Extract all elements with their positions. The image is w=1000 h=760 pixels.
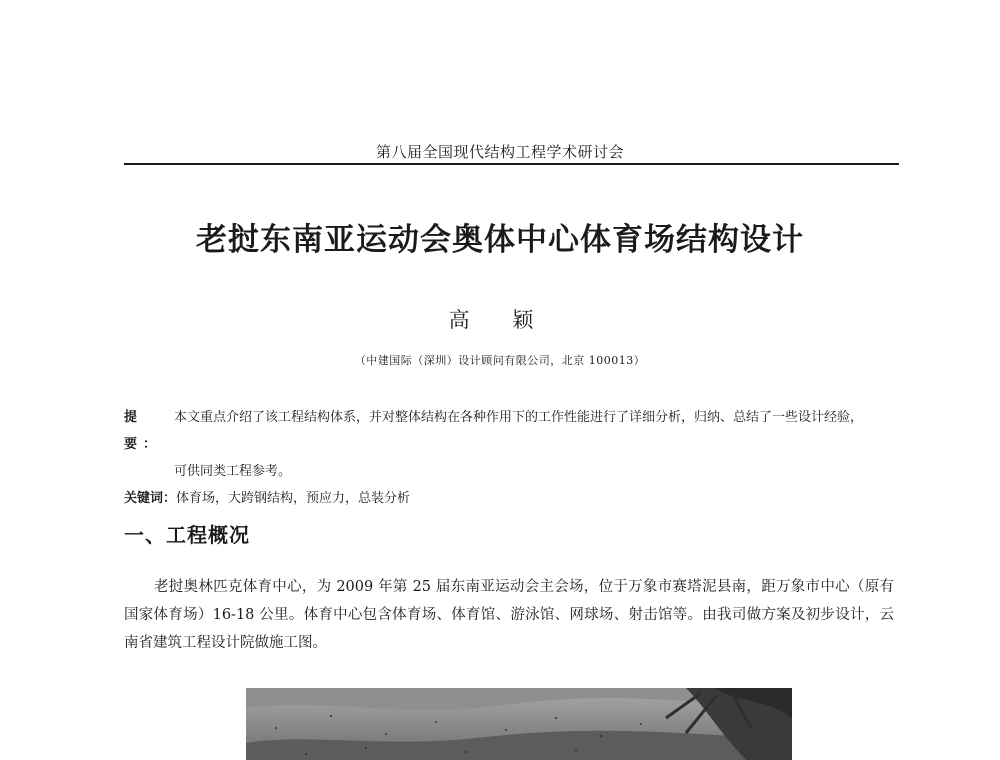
abstract-text-line-2: 可供同类工程参考。 [174,464,292,479]
stadium-photo [246,688,792,760]
keywords-label: 关键词： [124,491,177,506]
abstract-indent [124,458,174,485]
stadium-photo-graphic [246,688,792,760]
abstract-row-continued [124,458,899,485]
section-heading-overview: 一、工程概况 [124,523,250,547]
header-divider [124,163,899,165]
paper-title: 老挝东南亚运动会奥体中心体育场结构设计 [196,222,804,258]
keywords-text: 体育场，大跨钢结构，预应力，总装分析 [176,491,411,506]
abstract-label: 提 要： [124,410,163,452]
author-name: 高 颖 [448,308,552,332]
abstract-row [124,404,899,458]
overview-paragraph: 老挝奥林匹克体育中心，为 2009 年第 25 届东南亚运动会主会场，位于万象市赛塔泥县南，距万象市中心（原有国家体育场）16-18 公里。体育中心包含体育场、体育馆、游泳馆、网球场、射击馆等。由我司做方案及初步设计，云南省建筑工程设计院做施工图。 [124,579,894,651]
abstract-text-line-1: 本文重点介绍了该工程结构体系，并对整体结构在各种作用下的工作性能进行了详细分析，归纳、总结了一些设计经验， [174,410,864,425]
author-affiliation: （中建国际（深圳）设计顾问有限公司，北京 100013） [354,354,646,367]
conference-header: 第八届全国现代结构工程学术研讨会 [375,143,624,161]
abstract-section [124,404,899,512]
keywords-row [124,485,899,512]
